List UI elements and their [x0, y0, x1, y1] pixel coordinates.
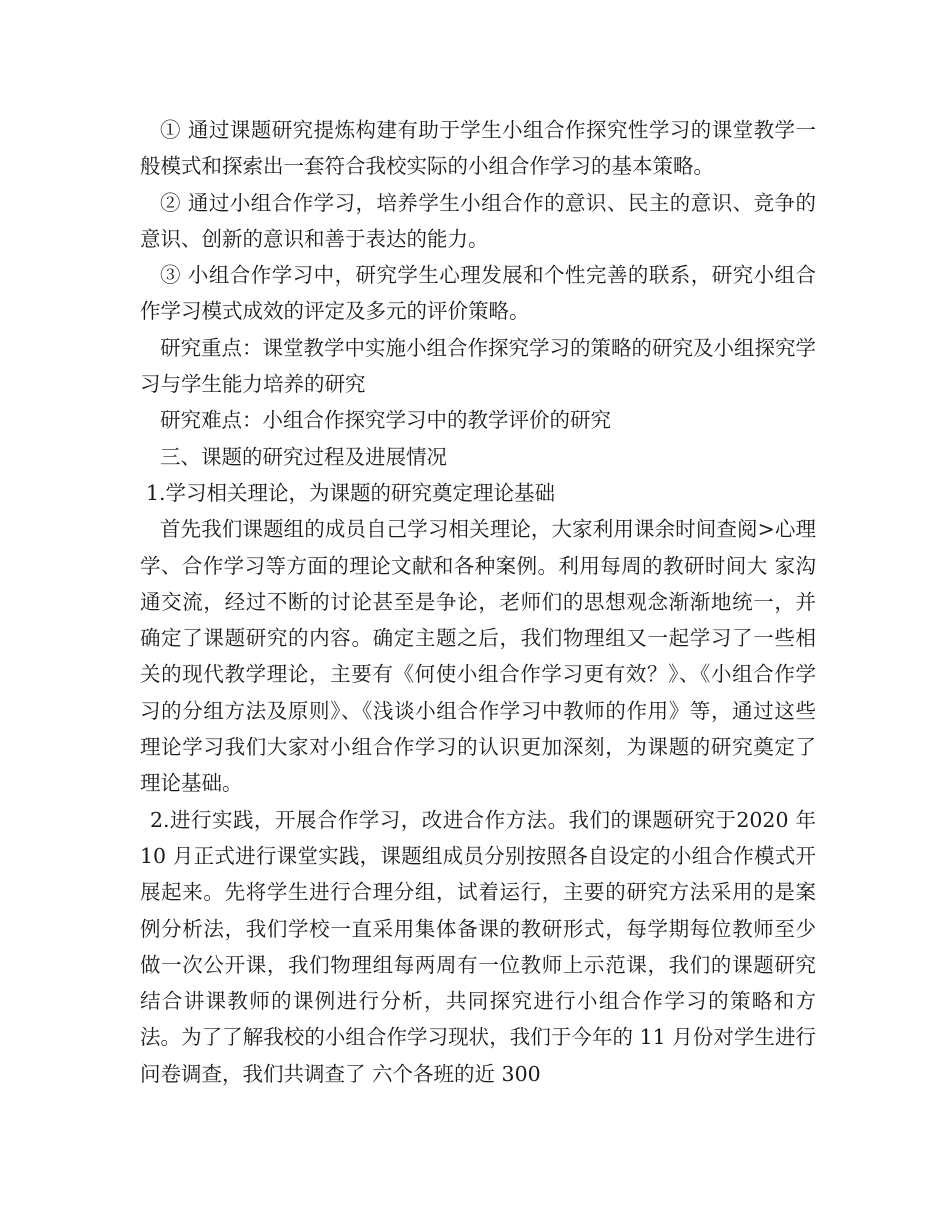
research-focus: 研究重点：课堂教学中实施小组合作探究学习的策略的研究及小组探究学习与学生能力培养的研究	[140, 335, 816, 397]
research-difficulty: 研究难点：小组合作探究学习中的教学评价的研究	[160, 408, 611, 433]
subsection-1-body: 首先我们课题组的成员自己学习相关理论，大家利用课余时间查阅>心理学、合作学习等方面的理论文献和各种案例。利用每周的教研时间大 家沟通交流，经过不断的讨论甚至是争论，老师们的思想观念渐渐地统一，并确定了课题研究的内容。确定主题之后，我们物理组又一起学习了一些相关的现代教学理论，主要有《何使小组合作学习更有效？》、《小组合作学习的分组方法及原则》、《浅谈小组合作学习中教师的作用》等，通过这些理论学习我们大家对小组合作学习的认识更加深刻，为课题的研究奠定了理论基础。	[140, 517, 816, 796]
subsection-1-heading: 1.学习相关理论，为课题的研究奠定理论基础	[146, 480, 556, 505]
goal-item-1: ① 通过课题研究提炼构建有助于学生小组合作探究性学习的课堂教学一般模式和探索出一套符合我校实际的小组合作学习的基本策略。	[140, 118, 816, 179]
goal-item-2: ② 通过小组合作学习，培养学生小组合作的意识、民主的意识、竞争的意识、创新的意识和善于表达的能力。	[140, 190, 816, 251]
subsection-2-body: 2.进行实践，开展合作学习，改进合作方法。我们的课题研究于2020 年 10 月正式进行课堂实践，课题组成员分别按照各自设定的小组合作模式开展起来。先将学生进行合理分组，试着运行，主要的研究方法采用的是案例分析法，我们学校一直采用集体备课的教研形式，每学期每位教师至少做一次公开课，我们物理组每两周有一位教师上示范课，我们的课题研究结合讲课教师的课例进行分析，共同探究进行小组合作学习的策略和方法。为了了解我校的小组合作学习现状，我们于今年的 11 月份对学生进行问卷调查，我们共调查了 六个各班的近 300	[140, 807, 816, 1086]
document-body	[140, 112, 816, 1092]
goal-item-3: ③ 小组合作学习中，研究学生心理发展和个性完善的联系，研究小组合作学习模式成效的评定及多元的评价策略。	[140, 263, 816, 324]
section-heading-3: 三、课题的研究过程及进展情况	[160, 444, 447, 469]
